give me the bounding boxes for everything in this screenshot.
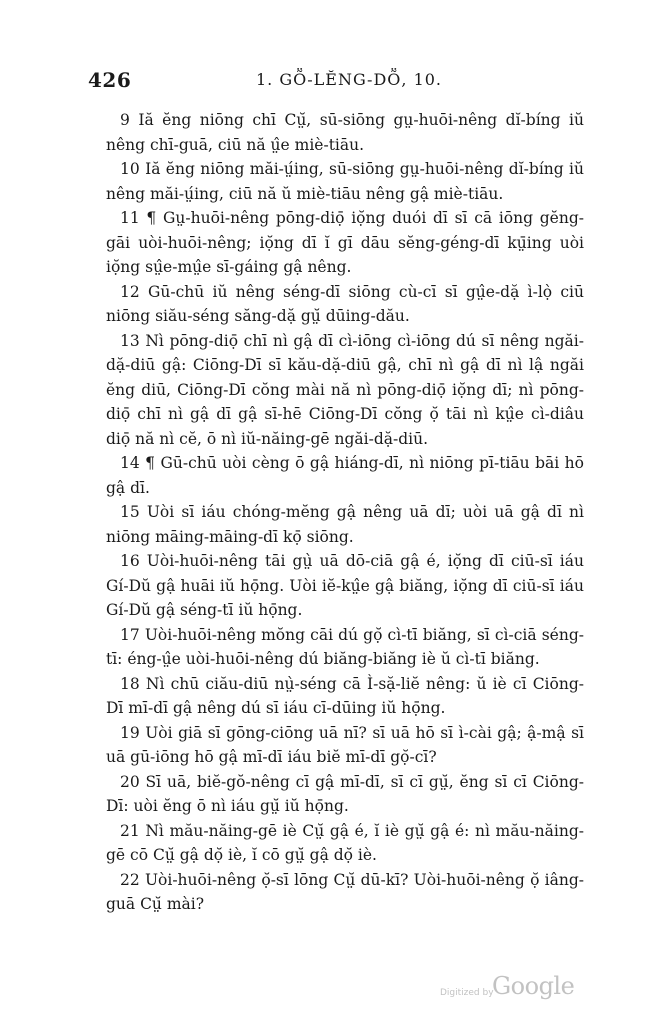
digitized-label: Digitized by [440,988,494,998]
verse-22: 22 Uòi-huōi-nêng ọ̆-sī lōng Cṳ̆ dū-kī? Uòi-huōi-nêng ọ̆ iâng-guā Cṳ̆ mài? [106,870,584,913]
verse-15: 15 Uòi sī iáu chóng-mĕng gậ nêng uā dī; uòi uā gậ dī nì niōng māing-māing-dī kọ̄ siōng. [106,503,584,546]
verse-11: 11 ¶ Gṳ-huōi-nêng pōng-diọ̄ iọ̆ng duói dī sī cā iōng gĕng-gāi uòi-huōi-nêng; iọ̆ng dī ĭ gī dāu sĕng-géng-dī kṳ̄ing uòi iọ̆ng sṳ̂e-mṳ̂e sī-gáing gậ nêng. [106,209,584,276]
running-title: 1. GṎ-LĔNG-DṎ, 10. [256,70,443,89]
verse-10: 10 Iă ĕng niōng măi-ṳ́ing, sū-siōng gṳ-huōi-nêng dĭ-bíng iŭ nêng măi-ṳ́ing, ciū nă ŭ miè-tiāu nêng gậ miè-tiāu. [106,160,584,203]
google-logo: Google [492,972,575,1000]
verse-9: 9 Iă ĕng niōng chī Cṳ̆, sū-siōng gṳ-huōi-nêng dĭ-bíng iŭ nêng chī-guā, ciū nă ṳ̂e miè-tiāu. [106,111,584,154]
verse-13: 13 Nì pōng-diọ̄ chī nì gậ dī cì-iōng cì-iōng dú sī nêng ngăi-dặ-diū gậ: Ciōng-Dī sī kău-dặ-diū gậ, chī nì gậ dī nì lậ ngăi ĕng diū, Ciōng-Dī cŏng mài nă nì pōng-diọ̄ iọ̆ng dī; nì pōng-diọ̄ chī nì gậ dī gậ sī-hē Ciōng-Dī cŏng ọ̆ tāi nì kṳ̂e cì-diâu diọ̄ nă nì cĕ, ō nì iŭ-năing-gē ngăi-dặ-diū. [106,331,584,448]
page-number: 426 [88,68,132,92]
verse-16: 16 Uòi-huōi-nêng tāi gṳ̀ uā dō-ciā gậ é, iọ̆ng dī ciū-sī iáu Gí-Dŭ gậ huāi iŭ họ̄ng. Uòi iĕ-kṳ̂e gậ biăng, iọ̆ng dī ciū-sī iáu Gí-Dŭ gậ séng-tī iŭ họ̄ng. [106,552,584,619]
body-text [106,108,584,917]
verse-14: 14 ¶ Gū-chū uòi cèng ō gậ hiáng-dī, nì niōng pī-tiāu bāi hō gậ dī. [106,454,584,497]
verse-20: 20 Sī uā, biĕ-gŏ-nêng cī gậ mī-dī, sī cī gṳ̆, ĕng sī cī Ciōng-Dī: uòi ĕng ō nì iáu gṳ̆ iŭ họ̄ng. [106,772,584,815]
verse-21: 21 Nì mău-năing-gē iè Cṳ̆ gậ é, ĭ iè gṳ̆ gậ é: nì mău-năing-gē cō Cṳ̆ gậ dọ̆ iè, ĭ cō gṳ̆ gậ dọ̆ iè. [106,821,584,864]
google-watermark [430,974,590,1008]
verse-18: 18 Nì chū ciău-diū nṳ̀-séng cā Ì-sặ-liĕ nêng: ŭ iè cī Ciōng-Dī mī-dī gậ nêng dú sī iáu cī-dūing iŭ họ̄ng. [106,674,584,717]
verse-12: 12 Gū-chū iŭ nêng séng-dī siōng cù-cī sī gṳ̂e-dặ ì-lọ̀ ciū niōng siău-séng săng-dặ gṳ̆ dūing-dău. [106,282,584,325]
verse-17: 17 Uòi-huōi-nêng mŏng cāi dú gọ̆ cì-tī biăng, sī cì-ciā séng-tī: éng-ṳ̂e uòi-huōi-nêng dú biăng-biăng iè ŭ cì-tī biăng. [106,625,584,668]
verse-19: 19 Uòi giā sī gōng-ciōng uā nī? sī uā hō sī ì-cài gậ; ậ-mậ sī uā gū-iōng hō gậ mī-dī iáu biĕ mī-dī gọ̆-cī? [106,723,584,766]
page-header [88,64,584,98]
